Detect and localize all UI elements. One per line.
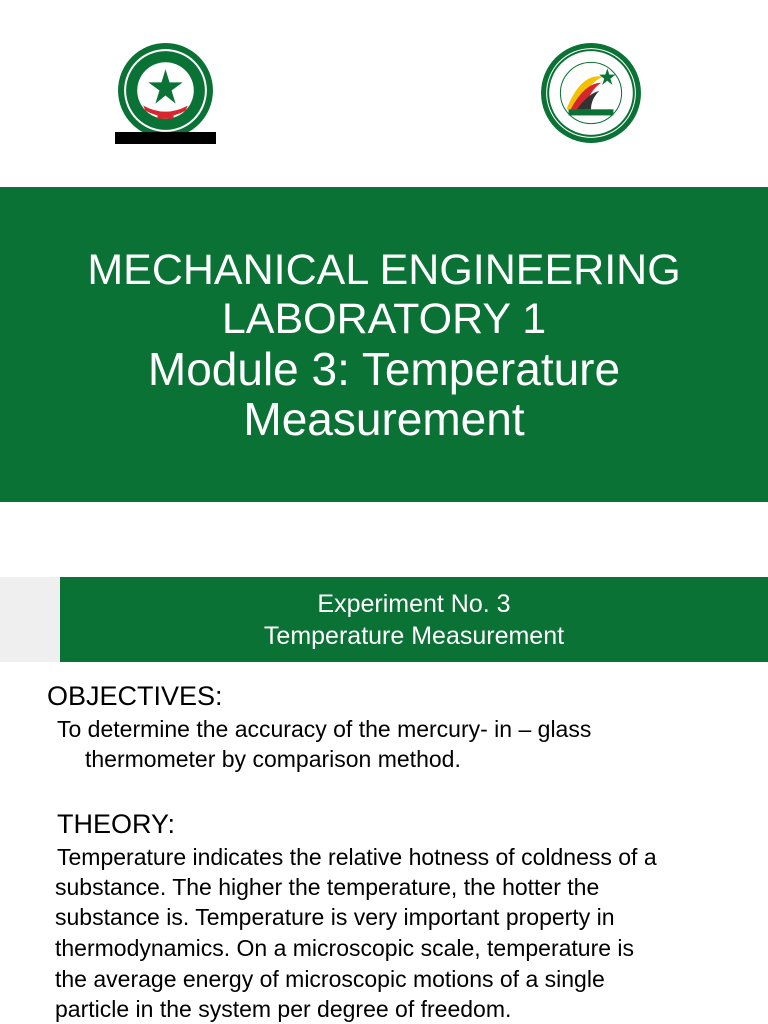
experiment-name: Temperature Measurement	[263, 621, 565, 650]
experiment-number: Experiment No. 3	[317, 589, 511, 618]
module-title-line1: Module 3: Temperature	[147, 342, 621, 395]
experiment-band-accent	[0, 577, 60, 662]
college-seal-logo	[540, 42, 642, 144]
objectives-line: thermometer by comparison method.	[85, 746, 461, 772]
theory-line: thermodynamics. On a microscopic scale, temperature is	[55, 935, 635, 961]
objectives-line: To determine the accuracy of the mercury- in – glass	[57, 716, 592, 742]
theory-line: particle in the system per degree of freedom.	[55, 996, 512, 1022]
theory-line: Temperature indicates the relative hotness of coldness of a	[57, 844, 657, 870]
theory-line: the average energy of microscopic motions of a single	[55, 966, 605, 992]
course-title-line2: LABORATORY 1	[221, 294, 547, 343]
logo-underline	[115, 132, 216, 144]
university-seal-logo	[115, 42, 216, 145]
objectives-heading: OBJECTIVES:	[47, 681, 223, 711]
theory-line: substance is. Temperature is very important property in	[55, 904, 615, 930]
theory-line: substance. The higher the temperature, the hotter the	[55, 874, 600, 900]
course-title-line1: MECHANICAL ENGINEERING	[87, 245, 681, 294]
title-banner	[0, 187, 768, 502]
theory-heading: THEORY:	[57, 809, 176, 839]
module-title-line2: Measurement	[243, 392, 525, 445]
experiment-banner	[60, 577, 768, 662]
